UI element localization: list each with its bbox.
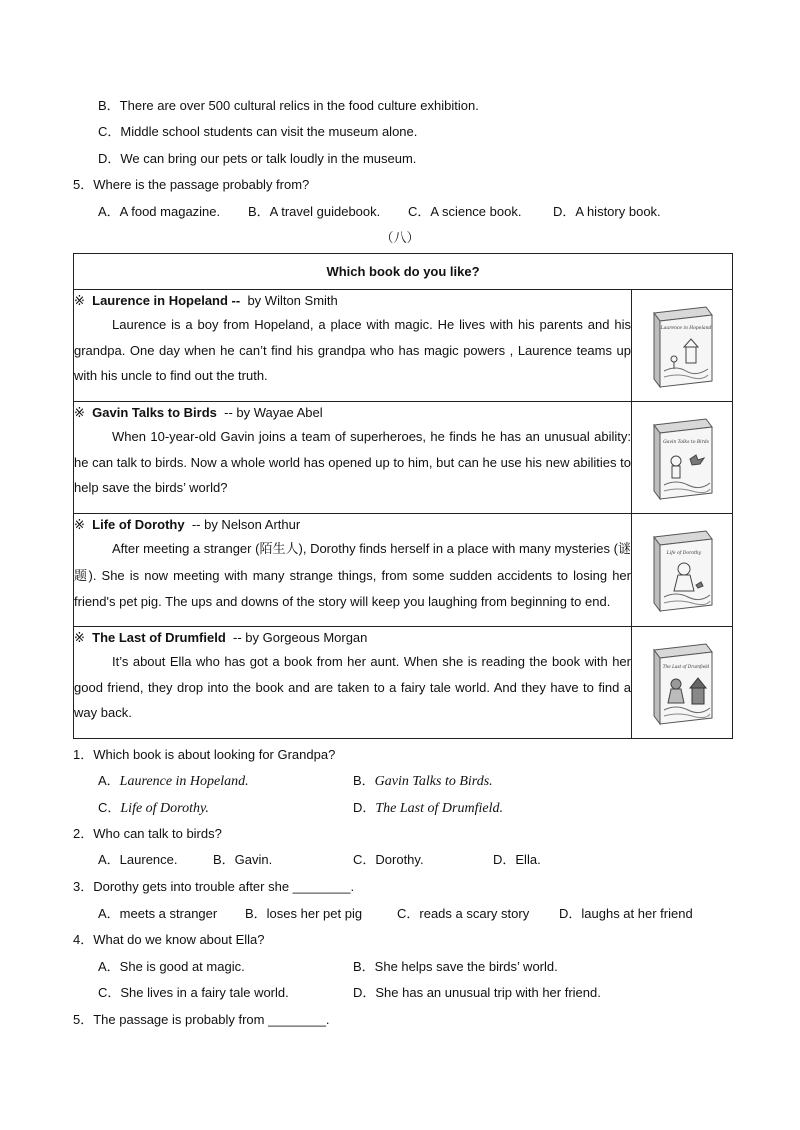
prev-q5-option-c: C．A science book. [408,204,522,219]
q1-option-a: A．Laurence in Hopeland. [98,773,249,789]
q2-option-b: B．Gavin. [213,852,273,867]
q3-option-b: B．loses her pet pig [245,906,363,921]
q3-option-a: A．meets a stranger [98,906,218,921]
q1-option-d: D．The Last of Drumfield. [353,800,503,816]
book-cover-girl-icon [646,527,718,613]
book-cover-cell [632,514,733,627]
cover-title: Laurence in Hopeland [660,325,712,331]
reference-mark: ※ [74,517,85,532]
question-1: 1．Which book is about looking for Grandpa? [73,747,336,762]
book-entry-gavin [74,402,632,514]
q2-option-d: D．Ella. [493,852,541,867]
book-cover-bird-icon [646,415,718,501]
book-entry-drumfield [74,627,632,739]
book-author: by Wilton Smith [247,293,338,308]
book-table [73,253,733,739]
q3-option-c: C．reads a scary story [397,906,530,921]
question-3: 3．Dorothy gets into trouble after she ________. [73,879,355,894]
q1-option-b: B．Gavin Talks to Birds. [353,773,493,789]
table-row [74,514,733,627]
prev-question-5: 5．Where is the passage probably from? [73,177,310,192]
book-title: Gavin Talks to Birds [92,405,217,420]
q2-option-a: A．Laurence. [98,852,178,867]
question-4: 4．What do we know about Ella? [73,932,265,947]
q4-option-b: B．She helps save the birds’ world. [353,959,558,974]
book-author: -- by Nelson Arthur [191,517,301,532]
book-description: When 10-year-old Gavin joins a team of superheroes, he finds he has an unusual ability: he can talk to birds. Now a whole world has opened up to him, but can he use his new abilities to help save the birds’ world? [74,429,631,495]
q2-option-c: C．Dorothy. [353,852,424,867]
prev-option-d: D．We can bring our pets or talk loudly in the museum. [98,151,417,166]
book-author: -- by Wayae Abel [224,405,323,420]
table-row [74,290,733,402]
book-description: Laurence is a boy from Hopeland, a place with magic. He lives with his parents and his grandpa. One day when he can’t find his grandpa who has magic powers , Laurence teams up with his uncle to find out the truth. [74,317,631,383]
question-2: 2．Who can talk to birds? [73,826,222,841]
book-cover-cell [632,402,733,514]
book-cover-cell [632,290,733,402]
book-title: Life of Dorothy [92,517,185,532]
q3-option-d: D．laughs at her friend [559,906,693,921]
prev-q5-option-b: B．A travel guidebook. [248,204,381,219]
prev-q5-option-a: A．A food magazine. [98,204,221,219]
book-title: Laurence in Hopeland -- [92,293,241,308]
book-cover-palace-icon [646,640,718,726]
chinese-gloss: 陌生人 [259,542,299,557]
cover-title: The Last of Drumfield [662,663,710,669]
book-description: It’s about Ella who has got a book from her aunt. When she is reading the book with her good friend, they drop into the book and are taken to a fairy tale world. And they have to find a way back. [74,654,631,720]
reference-mark: ※ [74,630,85,645]
table-header: Which book do you like? [74,254,733,290]
chinese-gloss: 谜题 [74,542,631,584]
reference-mark: ※ [74,405,85,420]
q4-option-a: A．She is good at magic. [98,959,245,974]
prev-q5-option-d: D．A history book. [553,204,661,219]
cover-title: Life of Dorothy [666,551,702,556]
book-author: -- by Gorgeous Morgan [233,630,368,645]
question-5: 5．The passage is probably from ________. [73,1012,330,1027]
reference-mark: ※ [74,293,85,308]
table-row [74,402,733,514]
book-cover-cell [632,627,733,739]
book-entry-laurence [74,290,632,402]
table-row [74,627,733,739]
book-description: After meeting a stranger (陌生人), Dorothy finds herself in a place with many mysteries (谜题). She is now meeting with many strange things, from some sudden accidents to losing her friend's pet pig. The ups and downs of the story will keep you laughing from beginning to end. [74,541,631,609]
q1-option-c: C．Life of Dorothy. [98,800,209,816]
book-cover-castle-icon [646,303,718,389]
q4-option-d: D．She has an unusual trip with her friend. [353,985,601,1000]
prev-option-b: B．There are over 500 cultural relics in the food culture exhibition. [98,98,479,113]
prev-option-c: C．Middle school students can visit the museum alone. [98,124,418,139]
section-label: （八） [380,230,420,245]
book-entry-dorothy [74,514,632,627]
book-title: The Last of Drumfield [92,630,226,645]
cover-title: Gavin Talks to Birds [663,439,709,445]
q4-option-c: C．She lives in a fairy tale world. [98,985,289,1000]
